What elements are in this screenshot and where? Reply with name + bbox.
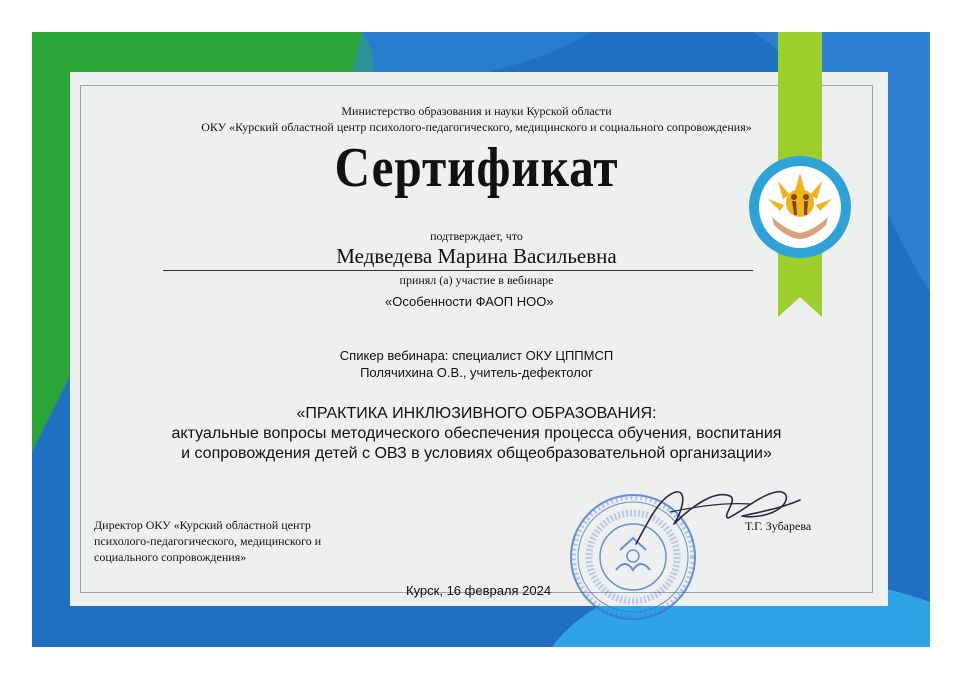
topic-line-3: и сопровождения детей с ОВЗ в условиях общеобразовательной организации» bbox=[181, 445, 772, 462]
director-line-2: психолого-педагогического, медицинского и bbox=[94, 534, 322, 548]
director-line-1: Директор ОКУ «Курский областной центр bbox=[94, 518, 311, 532]
handwritten-signature-icon bbox=[630, 482, 810, 552]
webinar-title: «Особенности ФАОП НОО» bbox=[385, 294, 554, 309]
signer-name: Т.Г. Зубарева bbox=[745, 519, 812, 533]
director-line-3: социального сопровождения» bbox=[94, 550, 247, 564]
topic-line-2: актуальные вопросы методического обеспечения процесса обучения, воспитания bbox=[171, 425, 782, 442]
participated-text: принял (а) участие в вебинаре bbox=[399, 273, 554, 287]
confirms-text: подтверждает, что bbox=[430, 229, 523, 243]
organization-name: ОКУ «Курский областной центр психолого-педагогического, медицинского и социального сопровождения» bbox=[201, 120, 752, 134]
name-underline bbox=[163, 270, 753, 271]
recipient-name: Медведева Марина Васильевна bbox=[336, 244, 617, 268]
topic-line-1: «ПРАКТИКА ИНКЛЮЗИВНОГО ОБРАЗОВАНИЯ: bbox=[296, 405, 657, 422]
speaker-line-2: Полячихина О.В., учитель-дефектолог bbox=[360, 365, 593, 380]
speaker-line-1: Спикер вебинара: специалист ОКУ ЦППМСП bbox=[339, 348, 614, 363]
certificate-title: Сертификат bbox=[334, 137, 619, 199]
place-date: Курск, 16 февраля 2024 bbox=[406, 583, 552, 598]
ministry-name: Министерство образования и науки Курской области bbox=[341, 104, 612, 118]
